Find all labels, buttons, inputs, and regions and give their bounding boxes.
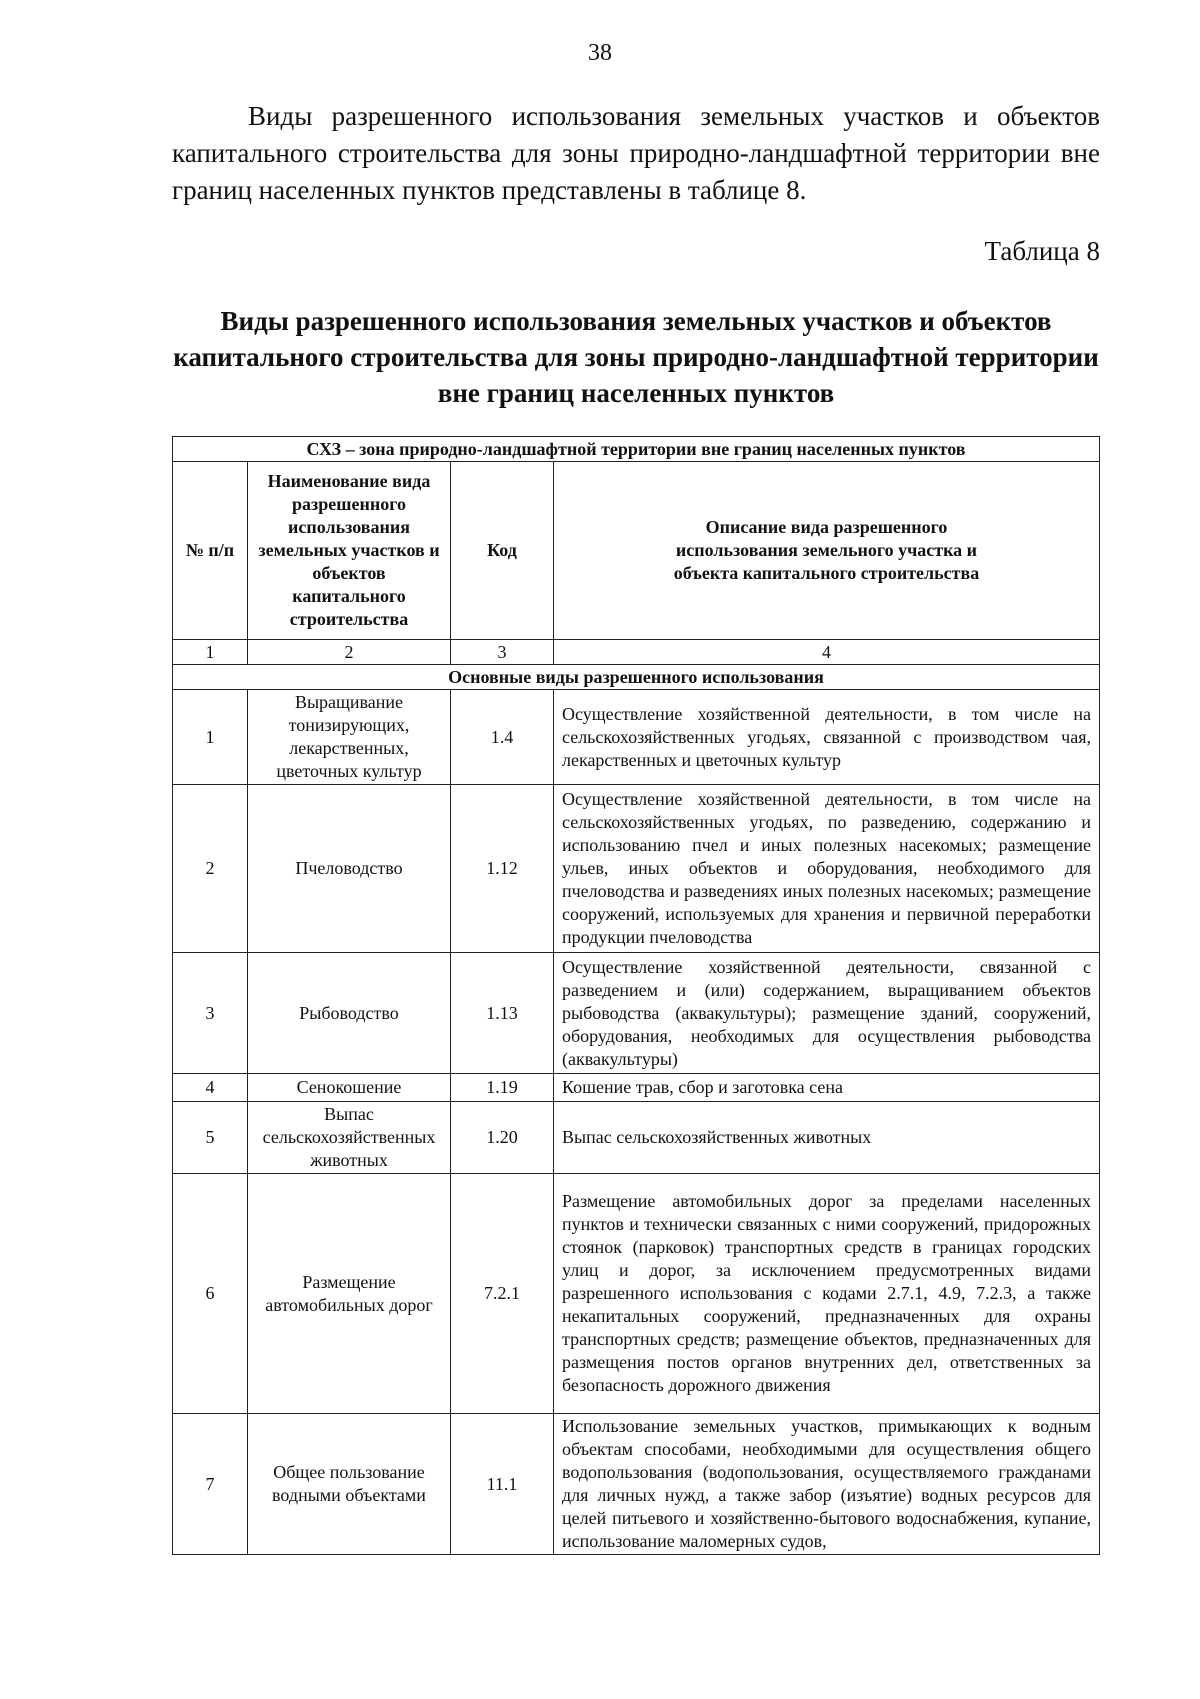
row-desc: Осуществление хозяйственной деятельности, связанной с разведением и (или) содержанием, выращиванием объектов рыбоводства (аквакультуры); размещение зданий, сооружений, оборудования, необходимых для осуществления рыбоводства (аквакультуры) <box>554 953 1100 1074</box>
row-num: 5 <box>173 1102 248 1174</box>
column-index: 3 <box>451 640 554 665</box>
row-code: 1.19 <box>451 1074 554 1102</box>
table-row <box>173 953 1100 1074</box>
row-num: 2 <box>173 785 248 953</box>
row-desc: Использование земельных участков, примыкающих к водным объектам способами, необходимыми для осуществления общего водопользования (водопользования, осуществляемого гражданами для личных нужд, а также забор (изъятие) водных ресурсов для целей питьевого и хозяйственно-бытового водоснабжения, купание, использование маломерных судов, <box>554 1414 1100 1555</box>
land-use-table <box>172 436 1100 1555</box>
column-header-row <box>173 462 1100 640</box>
column-index-row <box>173 640 1100 665</box>
table-row <box>173 690 1100 785</box>
row-num: 3 <box>173 953 248 1074</box>
section-row <box>173 665 1100 690</box>
page-number: 38 <box>588 40 612 66</box>
row-num: 7 <box>173 1414 248 1555</box>
row-num: 4 <box>173 1074 248 1102</box>
row-code: 1.12 <box>451 785 554 953</box>
section-title: Основные виды разрешенного использования <box>173 665 1100 690</box>
row-code: 1.20 <box>451 1102 554 1174</box>
column-index: 2 <box>248 640 451 665</box>
table-title: Виды разрешенного использования земельных участков и объектов капитального строительства для зоны природно-ландшафтной территории вне границ населенных пунктов <box>173 306 1099 408</box>
row-name: Выращивание тонизирующих, лекарственных, цветочных культур <box>248 690 451 785</box>
table-row <box>173 785 1100 953</box>
row-desc: Осуществление хозяйственной деятельности, в том числе на сельскохозяйственных угодьях, связанной с производством чая, лекарственных и цветочных культур <box>554 690 1100 785</box>
row-name: Выпас сельскохозяйственных животных <box>248 1102 451 1174</box>
row-name: Размещение автомобильных дорог <box>248 1174 451 1414</box>
row-num: 6 <box>173 1174 248 1414</box>
table-label: Таблица 8 <box>984 236 1100 266</box>
table-row <box>173 1074 1100 1102</box>
row-desc: Размещение автомобильных дорог за пределами населенных пунктов и технически связанных с ними сооружений, придорожных стоянок (парковок) транспортных средств в границах городских улиц и дорог, за исключением предусмотренных видами разрешенного использования с кодами 2.7.1, 4.9, 7.2.3, а также некапитальных сооружений, предназначенных для охраны транспортных средств; размещение объектов, предназначенных для размещения постов органов внутренних дел, ответственных за безопасность дорожного движения <box>554 1174 1100 1414</box>
column-index: 4 <box>554 640 1100 665</box>
table-row <box>173 1414 1100 1555</box>
row-name: Общее пользование водными объектами <box>248 1414 451 1555</box>
row-code: 7.2.1 <box>451 1174 554 1414</box>
row-code: 1.4 <box>451 690 554 785</box>
table-row <box>173 1102 1100 1174</box>
row-code: 1.13 <box>451 953 554 1074</box>
column-header-name: Наименование вида разрешенного использования земельных участков и объектов капитального строительства <box>248 462 451 640</box>
row-name: Пчеловодство <box>248 785 451 953</box>
row-code: 11.1 <box>451 1414 554 1555</box>
row-name: Сенокошение <box>248 1074 451 1102</box>
row-desc: Выпас сельскохозяйственных животных <box>554 1102 1100 1174</box>
row-desc: Кошение трав, сбор и заготовка сена <box>554 1074 1100 1102</box>
row-name: Рыбоводство <box>248 953 451 1074</box>
column-header-code: Код <box>451 462 554 640</box>
row-num: 1 <box>173 690 248 785</box>
table-row <box>173 1174 1100 1414</box>
row-desc: Осуществление хозяйственной деятельности, в том числе на сельскохозяйственных угодьях, по разведению, содержанию и использованию пчел и иных полезных насекомых; размещение ульев, иных объектов и оборудования, необходимого для пчеловодства и разведениях иных полезных насекомых; размещение сооружений, используемых для хранения и первичной переработки продукции пчеловодства <box>554 785 1100 953</box>
column-header-num: № п/п <box>173 462 248 640</box>
zone-header: СХЗ – зона природно-ландшафтной территории вне границ населенных пунктов <box>173 437 1100 462</box>
intro-paragraph: Виды разрешенного использования земельных участков и объектов капитального строительства для зоны природно-ландшафтной территории вне границ населенных пунктов представлены в таблице 8. <box>172 101 1100 205</box>
column-index: 1 <box>173 640 248 665</box>
column-header-desc: Описание вида разрешенного использования земельного участка и объекта капитального строительства <box>554 462 1100 640</box>
zone-header-row <box>173 437 1100 462</box>
